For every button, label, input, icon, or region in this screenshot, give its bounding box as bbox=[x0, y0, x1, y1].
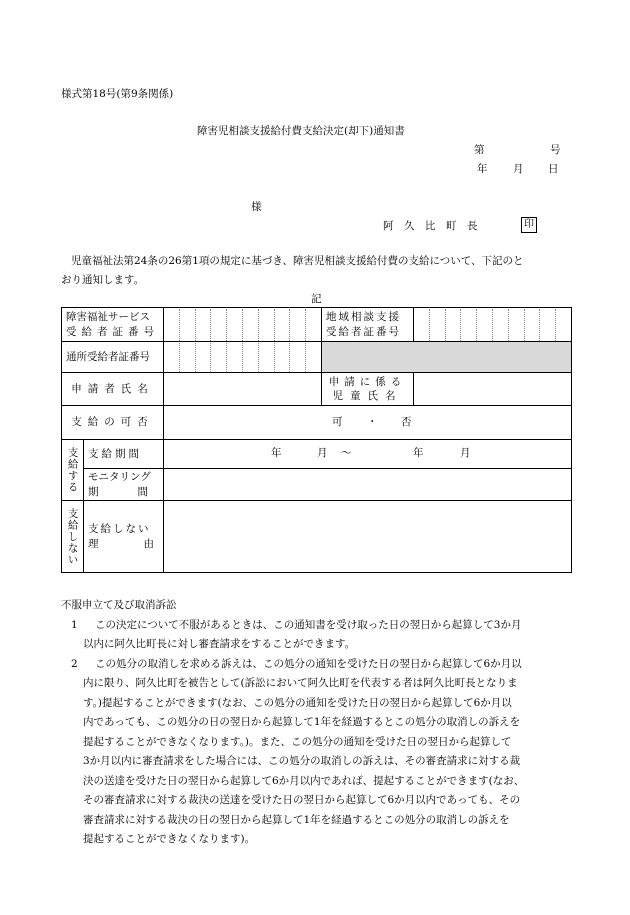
notes-heading: 不服申立て及び取消訴訟 bbox=[61, 599, 177, 611]
date-year: 年 bbox=[477, 163, 488, 175]
regional-no-label: 地域相談支援 受給者証番号 bbox=[322, 308, 414, 342]
document-title: 障害児相談支援給付費支給決定(却下)通知書 bbox=[197, 125, 405, 137]
date-month: 月 bbox=[513, 163, 524, 175]
date-day: 日 bbox=[548, 163, 559, 175]
intro-text-line2: おり通知します。 bbox=[61, 274, 145, 286]
period-label: 支給期間 bbox=[84, 440, 164, 469]
period-year1: 年 bbox=[271, 447, 282, 459]
doc-number-prefix: 第 bbox=[474, 144, 485, 156]
daycare-no-label: 通所受給者証番号 bbox=[62, 342, 164, 373]
child-name-field[interactable] bbox=[414, 373, 572, 406]
table-row bbox=[62, 308, 572, 342]
doc-number-suffix: 号 bbox=[550, 144, 561, 156]
gray-blank-cell bbox=[322, 342, 572, 373]
table-row bbox=[62, 373, 572, 406]
recipient-no-digits[interactable] bbox=[164, 308, 322, 342]
monitoring-field[interactable] bbox=[164, 469, 572, 501]
note-item-2: 2 この処分の取消しを求める訴えは、この処分の通知を受けた日の翌日から起算して6か月以 内に限り、阿久比町を被告として(訴訟において阿久比町を代表する者は阿久比町長となりま す。)提起することができます(なお、この処分の通知を受けた日の翌日から起算して6か月以 内であっても、この処分の日の翌日から起算して1年を経過するとこの処分の取消しの訴えを 提起することができなくなります。)。また、この処分の通知を受けた日の翌日から起算して 3か月以内に審査請求をした場合には、この処分の取消しの訴えは、その審査請求に対する裁 決の送達を受けた日の翌日から起算して6か月以内であれば、提起することができます(なお、 その審査請求に対する裁決の送達を受けた日の翌日から起算して6か月以内であっても、その 審査請求に対する裁決の日の翌日から起算して1年を経過するとこの処分の取消しの訴えを 提起することができなくなります)。 bbox=[71, 657, 525, 845]
deny-reason-label: 支給しない 理 由 bbox=[84, 501, 164, 573]
recipient-no-label: 障害福祉サービス 受給者証番号 bbox=[62, 308, 164, 342]
ki-heading: 記 bbox=[311, 293, 322, 305]
approval-yes[interactable]: 可 bbox=[332, 415, 343, 428]
applicant-field[interactable] bbox=[164, 373, 322, 406]
table-row bbox=[62, 501, 572, 573]
issuer-name: 阿 久 比 町 長 bbox=[383, 220, 478, 232]
approval-no[interactable]: 否 bbox=[401, 415, 412, 428]
approval-dot: ・ bbox=[367, 415, 378, 428]
intro-text-line1: 児童福祉法第24条の26第1項の規定に基づき、障害児相談支援給付費の支給について、下記のと bbox=[71, 255, 524, 267]
regional-no-digits[interactable] bbox=[414, 308, 572, 342]
period-field[interactable] bbox=[164, 440, 572, 469]
note-item-1: 1 この決定について不服があるときは、この通知書を受け取った日の翌日から起算して3か月 以内に阿久比町長に対し審査請求をすることができます。 bbox=[71, 618, 522, 650]
table-row bbox=[62, 469, 572, 501]
deny-group-label: 支給しない bbox=[62, 501, 84, 573]
addressee-suffix: 様 bbox=[251, 201, 262, 213]
seal-mark: 印 bbox=[521, 217, 537, 233]
period-tilde: ～ bbox=[341, 447, 352, 459]
table-row bbox=[62, 342, 572, 373]
period-month1: 月 bbox=[317, 447, 328, 459]
period-year2: 年 bbox=[413, 447, 424, 459]
table-row bbox=[62, 406, 572, 440]
applicant-label: 申請者氏名 bbox=[62, 373, 164, 406]
period-month2: 月 bbox=[460, 447, 471, 459]
application-table bbox=[61, 307, 572, 573]
deny-reason-field[interactable] bbox=[164, 501, 572, 573]
child-name-label: 申請に係る 児童氏名 bbox=[322, 373, 414, 406]
approval-label: 支給の可否 bbox=[62, 406, 164, 440]
table-row bbox=[62, 440, 572, 469]
notes-section bbox=[61, 596, 581, 850]
grant-group-label: 支給する bbox=[62, 440, 84, 501]
daycare-no-digits[interactable] bbox=[164, 342, 322, 373]
approval-choice[interactable] bbox=[164, 406, 572, 440]
form-number: 様式第18号(第9条関係) bbox=[61, 88, 174, 100]
monitoring-label: モニタリング 期 間 bbox=[84, 469, 164, 501]
